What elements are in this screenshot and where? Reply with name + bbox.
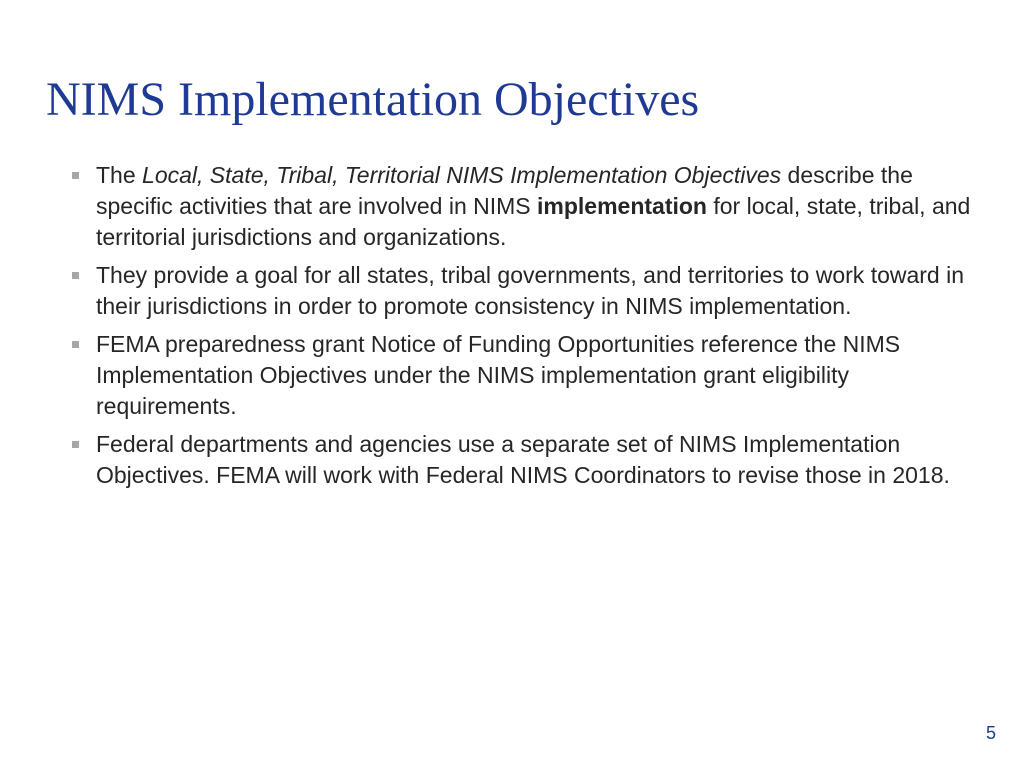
- bullet-text-middle: describe the specific activities that are involved in NIMS: [96, 162, 913, 219]
- bullet-text: FEMA preparedness grant Notice of Funding Opportunities reference the NIMS Implementation Objectives under the NIMS implementation grant eligibility requirements.: [96, 331, 901, 419]
- page-title: NIMS Implementation Objectives: [46, 73, 700, 126]
- list-item: [72, 329, 972, 422]
- bullet-text-bold: implementation: [537, 193, 707, 219]
- bullet-list: [72, 160, 972, 498]
- square-bullet-icon: [72, 341, 79, 348]
- page-number: 5: [985, 723, 996, 743]
- bullet-text-end: for local, state, tribal, and territorial jurisdictions and organizations.: [96, 193, 971, 250]
- square-bullet-icon: [72, 172, 79, 179]
- bullet-text: Federal departments and agencies use a separate set of NIMS Implementation Objectives. FEMA will work with Federal NIMS Coordinators to revise those in 2018.: [96, 431, 950, 488]
- square-bullet-icon: [72, 272, 79, 279]
- bullet-text: They provide a goal for all states, tribal governments, and territories to work toward in their jurisdictions in order to promote consistency in NIMS implementation.: [96, 262, 965, 319]
- list-item: [72, 160, 972, 253]
- bullet-text-intro: The: [96, 162, 143, 188]
- square-bullet-icon: [72, 441, 79, 448]
- bullet-text-italic-title: Local, State, Tribal, Territorial NIMS Implementation Objectives: [142, 162, 782, 188]
- list-item: [72, 429, 972, 491]
- list-item: [72, 260, 972, 322]
